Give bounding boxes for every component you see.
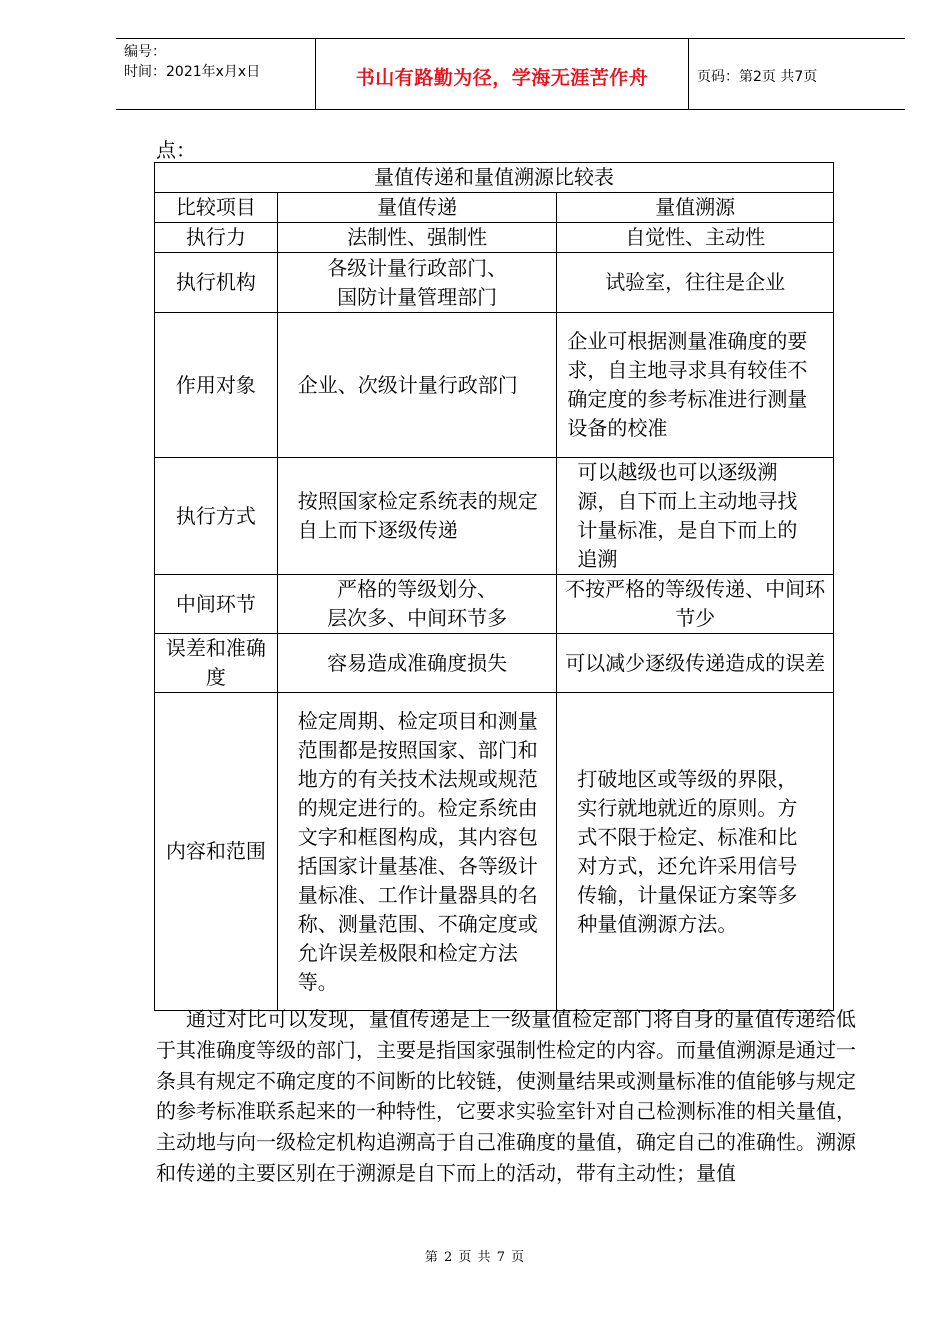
document-number-label: 编号： bbox=[124, 44, 166, 60]
table-row bbox=[155, 575, 834, 634]
header-page-info: 页码：第2页 共7页 bbox=[697, 69, 818, 85]
table-row bbox=[155, 458, 834, 575]
page-footer: 第 2 页 共 7 页 bbox=[424, 1250, 526, 1265]
table-row bbox=[155, 634, 834, 693]
header-transfer: 量值传递 bbox=[277, 193, 557, 223]
row-label: 执行机构 bbox=[155, 253, 278, 313]
table-header-row bbox=[155, 193, 834, 223]
header-motto-cell bbox=[316, 39, 689, 109]
transfer-cell: 按照国家检定系统表的规定自上而下逐级传递 bbox=[277, 458, 557, 575]
header-traceability: 量值溯源 bbox=[557, 193, 834, 223]
row-label: 内容和范围 bbox=[155, 693, 278, 1011]
table-title-row bbox=[155, 163, 834, 193]
document-time-label: 时间：2021年x月x日 bbox=[124, 64, 261, 80]
row-label: 执行力 bbox=[155, 223, 278, 253]
header-page-cell bbox=[689, 39, 905, 109]
traceability-cell: 不按严格的等级传递、中间环节少 bbox=[557, 575, 834, 634]
table-row bbox=[155, 253, 834, 313]
header-motto: 书山有路勤为径，学海无涯苦作舟 bbox=[355, 67, 649, 89]
table-row bbox=[155, 313, 834, 458]
transfer-cell: 检定周期、检定项目和测量范围都是按照国家、部门和地方的有关技术法规或规范的规定进行的。检定系统由文字和框图构成，其内容包括国家计量基准、各等级计量标准、工作计量器具的名称、测量范围、不确定度或允许误差极限和检定方法等。 bbox=[277, 693, 557, 1011]
comparison-table bbox=[154, 162, 834, 1011]
transfer-cell: 法制性、强制性 bbox=[277, 223, 557, 253]
row-label: 误差和准确度 bbox=[155, 634, 278, 693]
row-label: 执行方式 bbox=[155, 458, 278, 575]
traceability-cell: 可以减少逐级传递造成的误差 bbox=[557, 634, 834, 693]
lead-text: 点： bbox=[156, 138, 196, 162]
table-title: 量值传递和量值溯源比较表 bbox=[155, 163, 834, 193]
transfer-cell: 严格的等级划分、 层次多、中间环节多 bbox=[277, 575, 557, 634]
header-meta-cell bbox=[116, 39, 316, 109]
traceability-cell: 企业可根据测量准确度的要求，自主地寻求具有较佳不确定度的参考标准进行测量设备的校准 bbox=[557, 313, 834, 458]
row-label: 中间环节 bbox=[155, 575, 278, 634]
traceability-cell: 自觉性、主动性 bbox=[557, 223, 834, 253]
header-item: 比较项目 bbox=[155, 193, 278, 223]
transfer-cell: 容易造成准确度损失 bbox=[277, 634, 557, 693]
traceability-cell: 可以越级也可以逐级溯源，自下而上主动地寻找计量标准，是自下而上的追溯 bbox=[557, 458, 834, 575]
transfer-cell: 各级计量行政部门、 国防计量管理部门 bbox=[277, 253, 557, 313]
traceability-cell: 打破地区或等级的界限，实行就地就近的原则。方式不限于检定、标准和比对方式，还允许采用信号传输，计量保证方案等多种量值溯源方法。 bbox=[557, 693, 834, 1011]
transfer-cell: 企业、次级计量行政部门 bbox=[277, 313, 557, 458]
traceability-cell: 试验室，往往是企业 bbox=[557, 253, 834, 313]
table-row bbox=[155, 693, 834, 1011]
body-paragraph: 通过对比可以发现，量值传递是上一级量值检定部门将自身的量值传递给低于其准确度等级的部门，主要是指国家强制性检定的内容。而量值溯源是通过一条具有规定不确定度的不间断的比较链，使测量结果或测量标准的值能够与规定的参考标准联系起来的一种特性，它要求实验室针对自己检测标准的相关量值，主动地与向一级检定机构追溯高于自己准确度的量值，确定自己的准确性。溯源和传递的主要区别在于溯源是自下而上的活动，带有主动性；量值 bbox=[156, 1007, 856, 1185]
page-header bbox=[116, 38, 905, 110]
table-row bbox=[155, 223, 834, 253]
row-label: 作用对象 bbox=[155, 313, 278, 458]
